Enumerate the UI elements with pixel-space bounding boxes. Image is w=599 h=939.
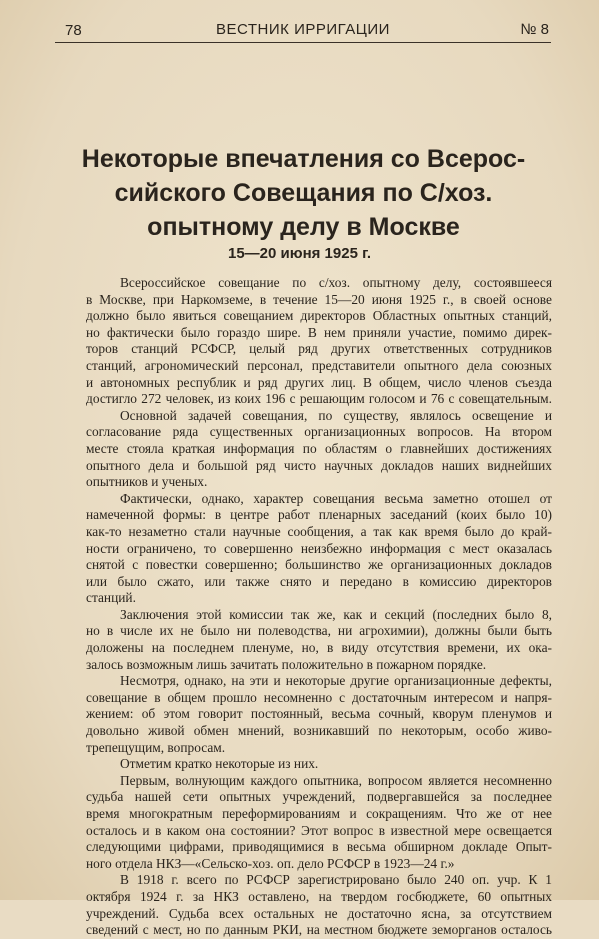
text-line: должно было явиться совещанием директоров Областных опытных станций, [86,308,552,324]
text-line: Основной задачей совещания, по существу, являлось освещение и [120,407,552,423]
article-title [40,142,567,244]
text-line: Заключения этой комиссии так же, как и секций (последних было 8, [120,606,552,622]
article-date: 15—20 июня 1925 г. [228,245,371,262]
text-line: достигло 272 человек, из коих 196 с решающим голосом и 76 с совещательным. [86,391,552,407]
text-line: в Москве, при Наркомземе, в течение 15—20 июня 1925 г., в своей основе [86,291,552,307]
text-line: время многократным переформированиям и сокращениям. Что же от нее [86,806,552,821]
text-line: но в числе их не было ни полеводства, ни агрохимии), должны были быть [86,623,552,639]
text-line: снятой с повестки совершенно; большинство же организационных докладов [86,557,552,573]
text-line: судьба нашей сети опытных учреждений, подвергавшейся за последнее [86,789,552,805]
text-line: сведений с мест, но по данным РКИ, на местном бюджете земорганов осталось [86,922,552,938]
text-line: или было сжато, или также снято и передано в комиссию директоров [86,573,552,589]
text-line: совещание в общем прошло несомненно с достаточным интересом и напря- [86,689,552,705]
text-line: октября 1924 г. за НКЗ оставлено, на твердом госбюджете, 60 опытных [86,888,552,904]
text-line: ности ограничено, то совершенно неизбежно информация с мест оказалась [86,540,552,556]
text-line: Первым, волнующим каждого опытника, вопросом является несомненно [120,772,552,788]
article-body [86,275,552,939]
text-line: торов станций РСФСР, целый ряд других ответственных сотрудников [86,341,552,357]
text-line: опытников и ученых. [86,474,208,490]
text-line: залось возможным лишь зачитать положительно в пожарном порядке. [86,656,487,672]
text-line: опытного дела и большой ряд чисто научных докладов наших виднейших [86,457,552,473]
text-line: месте стояла краткая информация по областям о главнейших достижениях [86,440,552,456]
text-line: согласование ряда существенных организационных вопросов. На втором [86,424,552,440]
running-header [55,18,551,43]
title-line: сийского Совещания по С/хоз. [114,179,493,207]
text-line: Отметим кратко некоторые из них. [120,756,319,772]
text-line: Всероссийское совещание по с/хоз. опытному делу, состоявшееся [120,275,552,290]
text-line: учреждений. Судьба всех остальных не достаточно ясна, за отсутствием [86,905,552,921]
title-line: Некоторые впечатления со Всерос- [81,145,526,173]
text-line: следующими цифрами, приводящимися в весьма обширном докладе Опыт- [86,839,552,855]
text-line: Фактически, однако, характер совещания весьма заметно отошел от [120,490,552,506]
text-line: как-то незаметно стали научные сообщения, а так как время было до край- [86,523,552,539]
text-line: и автономных республик и ряд других лиц. В общем, число членов съезда [86,374,552,390]
text-line: станций, агрономический персонал, представители опытного дела союзных [86,357,552,373]
text-line: довольно живой обмен мнений, возникавший по некоторым, особо живо- [86,723,552,739]
text-line: жением: об этом говорит постоянный, весьма сочный, кворум пленумов и [86,706,552,722]
text-line: трепещущим, вопросам. [86,739,226,755]
journal-title: ВЕСТНИК ИРРИГАЦИИ [216,21,390,38]
text-line: ного отдела НКЗ—«Сельско-хоз. оп. дело РСФСР в 1923—24 г.» [86,855,455,871]
page-number: 78 [65,22,82,39]
text-line: станций. [86,590,136,606]
text-line: но фактически было гораздо шире. В нем приняли участие, помимо дирек- [86,324,552,340]
issue-number: № 8 [520,21,549,38]
text-line: доложены на последнем пленуме, но, в виду отсутствия времени, их ока- [86,640,552,656]
title-line: опытному делу в Москве [147,213,460,241]
text-line: Несмотря, однако, на эти и некоторые другие организационные дефекты, [120,673,552,689]
text-line: намеченной формы: в центре работ пленарных заседаний (коих было 10) [86,507,552,523]
text-line: В 1918 г. всего по РСФСР зарегистрировано было 240 оп. учр. К 1 [120,872,552,888]
text-line: осталось и в каком она состоянии? Этот вопрос в известной мере освещается [86,822,552,838]
